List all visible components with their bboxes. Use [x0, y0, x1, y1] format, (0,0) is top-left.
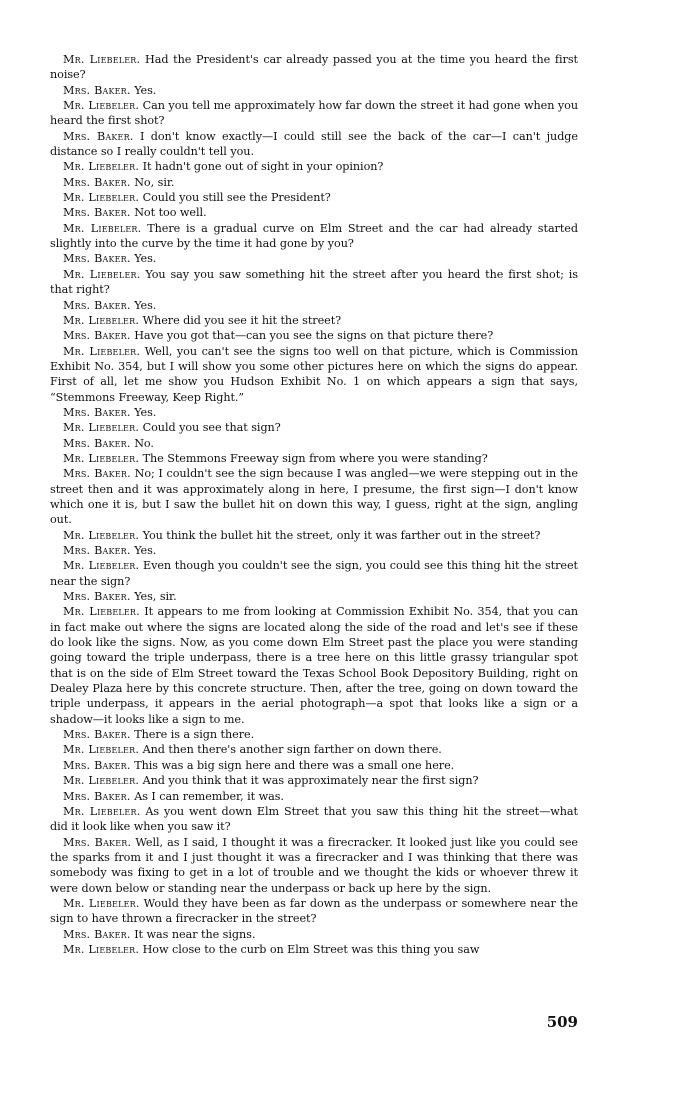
testimony-paragraph [50, 742, 578, 757]
paragraph-text: As I can remember, it was. [134, 789, 284, 803]
paragraph-text: Yes. [134, 298, 157, 312]
paragraph-text: There is a gradual curve on Elm Street and the car had already started slightly into the curve by the time it had gone by you? [50, 221, 578, 251]
speaker-label: Mr. Liebeler. [63, 605, 140, 619]
speaker-label: Mrs. Baker. [63, 728, 131, 742]
paragraph-text: Well, you can't see the signs too well on that picture, which is Commission Exhibit No. 354, but I will show you some other pictures here on which the signs do appear. First of all, let me show you Hudson Exhibit No. 1 on which appears a sign that says, “Stemmons Freeway, Keep Right.” [50, 344, 578, 404]
testimony-paragraph [50, 773, 578, 788]
paragraph-text: No. [134, 436, 154, 450]
speaker-label: Mr. Liebeler. [63, 896, 140, 910]
testimony-paragraph [50, 942, 578, 957]
speaker-label: Mr. Liebeler. [63, 313, 140, 327]
paragraph-text: Can you tell me approximately how far down the street it had gone when you heard the first shot? [50, 99, 579, 128]
testimony-paragraph [50, 558, 578, 589]
testimony-page [50, 52, 578, 957]
testimony-paragraph [50, 221, 578, 252]
paragraph-text: As you went down Elm Street that you saw this thing hit the street—what did it look like when you saw it? [50, 804, 578, 834]
testimony-paragraph [50, 466, 578, 527]
speaker-label: Mrs. Baker. [63, 789, 131, 803]
testimony-paragraph [50, 251, 578, 266]
testimony-paragraph [50, 313, 578, 328]
speaker-label: Mrs. Baker. [63, 467, 131, 481]
testimony-paragraph [50, 52, 578, 83]
speaker-label: Mr. Liebeler. [63, 559, 140, 573]
speaker-label: Mr. Liebeler. [63, 528, 140, 542]
testimony-paragraph [50, 604, 578, 727]
paragraph-text: Yes. [134, 83, 157, 97]
paragraph-text: Would they have been as far down as the underpass or somewhere near the sign to have thrown a firecracker in the street? [50, 896, 578, 926]
testimony-paragraph [50, 83, 578, 98]
testimony-paragraph [50, 298, 578, 313]
paragraph-text: It was near the signs. [134, 927, 256, 941]
speaker-label: Mrs. Baker. [63, 405, 131, 419]
paragraph-text: No, sir. [134, 175, 175, 189]
paragraph-text: Even though you couldn't see the sign, you could see this thing hit the street near the sign? [50, 559, 578, 588]
paragraph-text: There is a sign there. [134, 728, 255, 742]
testimony-paragraph [50, 804, 578, 835]
testimony-paragraph [50, 205, 578, 220]
speaker-label: Mr. Liebeler. [63, 267, 141, 281]
paragraph-text: No; I couldn't see the sign because I was angled—we were stepping out in the street then and it was approximately along in here, I presume, the first sign—I don't know which one it is, but I saw the bullet hit on down this way, I guess, right at the sign, angling out. [50, 467, 579, 527]
testimony-paragraph [50, 267, 578, 298]
testimony-paragraph [50, 927, 578, 942]
testimony-paragraph [50, 528, 578, 543]
speaker-label: Mrs. Baker. [63, 252, 131, 266]
testimony-paragraph [50, 436, 578, 451]
testimony-paragraph [50, 328, 578, 343]
paragraph-text: How close to the curb on Elm Street was this thing you saw [142, 942, 480, 956]
testimony-paragraph [50, 344, 578, 405]
paragraph-text: Yes, sir. [134, 590, 177, 604]
speaker-label: Mr. Liebeler. [63, 191, 140, 205]
testimony-paragraph [50, 405, 578, 420]
testimony-paragraph [50, 129, 578, 160]
speaker-label: Mr. Liebeler. [63, 743, 140, 757]
testimony-paragraph [50, 190, 578, 205]
speaker-label: Mrs. Baker. [63, 758, 131, 772]
paragraph-text: Could you see that sign? [142, 421, 281, 435]
speaker-label: Mr. Liebeler. [63, 774, 140, 788]
paragraph-text: Yes. [134, 252, 157, 266]
speaker-label: Mrs. Baker. [63, 298, 131, 312]
speaker-label: Mr. Liebeler. [63, 421, 140, 435]
paragraph-text: Where did you see it hit the street? [142, 313, 342, 327]
speaker-label: Mrs. Baker. [63, 175, 131, 189]
speaker-label: Mrs. Baker. [63, 544, 131, 557]
speaker-label: Mrs. Baker. [63, 590, 131, 604]
testimony-paragraph [50, 175, 578, 190]
speaker-label: Mrs. Baker. [63, 927, 131, 941]
speaker-label: Mr. Liebeler. [63, 344, 141, 358]
paragraph-text: Had the President's car already passed you at the time you heard the first noise? [50, 53, 578, 82]
speaker-label: Mr. Liebeler. [63, 99, 140, 113]
paragraph-text: Not too well. [134, 206, 207, 220]
testimony-paragraph [50, 451, 578, 466]
testimony-paragraph [50, 98, 578, 129]
testimony-paragraph [50, 727, 578, 742]
testimony-paragraph [50, 159, 578, 174]
speaker-label: Mrs. Baker. [63, 835, 132, 849]
speaker-label: Mrs. Baker. [63, 436, 131, 450]
paragraph-text: You think the bullet hit the street, only it was farther out in the street? [142, 528, 541, 542]
paragraph-text: This was a big sign here and there was a small one here. [134, 758, 455, 772]
speaker-label: Mrs. Baker. [63, 206, 131, 220]
paragraph-text: You say you saw something hit the street after you heard the first shot; is that right? [50, 267, 578, 297]
speaker-label: Mr. Liebeler. [63, 804, 141, 818]
paragraph-text: The Stemmons Freeway sign from where you were standing? [142, 451, 488, 465]
paragraph-text: Yes. [134, 405, 157, 419]
testimony-paragraph [50, 896, 578, 927]
testimony-paragraph [50, 789, 578, 804]
speaker-label: Mr. Liebeler. [63, 451, 140, 465]
paragraph-text: I don't know exactly—I could still see the back of the car—I can't judge distance so I really couldn't tell you. [50, 129, 578, 159]
paragraph-text: It hadn't gone out of sight in your opinion? [142, 160, 384, 174]
speaker-label: Mr. Liebeler. [63, 942, 140, 956]
paragraph-text: Well, as I said, I thought it was a firecracker. It looked just like you could see the sparks from it and I just thought it was a firecracker and I was thinking that there was somebody was fixing to get in a lot of trouble and we thought the kids or whoever threw it were down below or standing near the underpass or back up here by the sign. [50, 835, 578, 895]
testimony-paragraph [50, 835, 578, 896]
testimony-paragraph [50, 543, 578, 558]
testimony-paragraph [50, 420, 578, 435]
speaker-label: Mrs. Baker. [63, 83, 131, 97]
speaker-label: Mr. Liebeler. [63, 53, 141, 66]
paragraph-text: It appears to me from looking at Commission Exhibit No. 354, that you can in fact make out where the signs are located along the side of the road and let's see if these do look like the signs. Now, as you come down Elm Street past the place you were standing going toward the triple underpass, there is a tree here on this little grassy triangular spot that is on the side of Elm Street toward the Texas School Book Depository Building, right on Dealey Plaza here by this concrete structure. Then, after the tree, going on down toward the triple underpass, it appears in the aerial photograph—a spot that looks like a sign or a shadow—it looks like a sign to me. [50, 605, 578, 726]
speaker-label: Mrs. Baker. [63, 129, 134, 143]
testimony-paragraph [50, 589, 578, 604]
paragraph-text: Yes. [134, 544, 157, 557]
paragraph-text: And then there's another sign farther on down there. [142, 743, 442, 757]
paragraph-text: Could you still see the President? [142, 191, 331, 205]
paragraph-text: Have you got that—can you see the signs on that picture there? [134, 329, 494, 343]
speaker-label: Mr. Liebeler. [63, 160, 140, 174]
speaker-label: Mr. Liebeler. [63, 221, 142, 235]
page-number: 509 [546, 1013, 578, 1031]
testimony-paragraph [50, 758, 578, 773]
paragraph-text: And you think that it was approximately near the first sign? [142, 774, 479, 788]
speaker-label: Mrs. Baker. [63, 329, 131, 343]
